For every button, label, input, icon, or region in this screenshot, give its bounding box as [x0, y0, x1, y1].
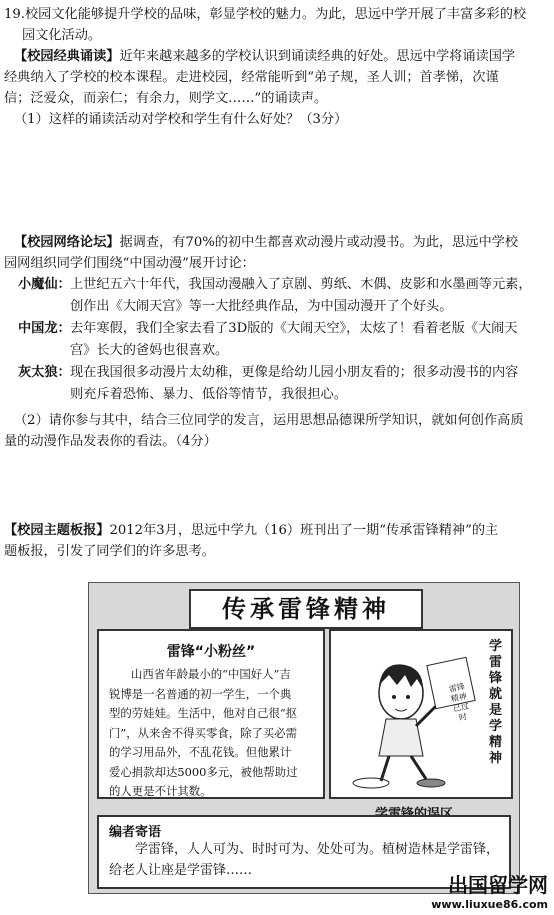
speaker-line-1: 去年寒假，我们全家去看了3D版的《大闹天空》，太炫了！看着老版《大闹天 — [70, 321, 518, 336]
question-2 — [4, 410, 550, 452]
speaker-zhongguolong — [18, 318, 546, 362]
forum-text-2: 园网组织同学们围绕“中国动漫”展开讨论： — [4, 256, 255, 271]
speaker-line-1: 现在我国很多动漫片太幼稚，更像是给幼儿园小朋友看的；很多动漫书的内容 — [70, 365, 519, 380]
board-title: 传承雷锋精神 — [189, 589, 423, 629]
article-line: 的学习用品外，不乱花钱。但他累计 — [109, 745, 292, 759]
classics-text-2: 经典纳入了学校的校本课程。走进校园，经常能听到“弟子规，圣人训；首孝悌，次谨 — [4, 70, 499, 85]
speaker-line-2: 宫》长大的爸妈也很喜欢。 — [70, 343, 229, 358]
article-line: 山西省年龄最小的“中国好人”吉 — [131, 667, 291, 681]
article-body — [109, 665, 315, 802]
classics-section — [4, 46, 550, 130]
classics-text-3: 信；泛爱众，而亲仁；有余力，则学文……”的诵读声。 — [4, 91, 328, 106]
article-title: 雷锋“小粉丝” — [166, 644, 256, 660]
speaker-huitailang — [18, 362, 546, 406]
question-2-line-2: 量的动漫作品发表你的看法。（4分） — [4, 434, 217, 449]
question-2-line-1: （2）请你参与其中，结合三位同学的发言，运用思想品德课所学知识，就如何创作高质 — [14, 413, 524, 428]
speaker-line-1: 上世纪五六十年代，我国动漫融入了京剧、剪纸、木偶、皮影和水墨画等元素， — [70, 277, 532, 292]
editor-line-2: 给老人让座是学雷锋…… — [109, 863, 253, 878]
forum-tag: 【校园网络论坛】 — [14, 235, 120, 250]
article-line: 爱心捐款却达5000多元，被他帮助过 — [109, 764, 298, 779]
article-line: 的人更是不计其数。 — [109, 784, 212, 798]
editor-line-1: 学雷锋，人人可为、时时可为、处处可为。植树造林是学雷锋， — [135, 842, 500, 857]
cartoon-vertical-text: 学雷锋就是学精神 — [489, 639, 503, 766]
speaker-xiaomoxian — [18, 274, 546, 318]
classics-text-1: 近年来越来越多的学校认识到诵读经典的好处。思远中学将诵读国学 — [119, 49, 516, 64]
bulletin-board-image — [88, 582, 520, 894]
question-1: （1）这样的诵读活动对学校和学生有什么好处？（3分） — [14, 112, 348, 127]
site-watermark-logo — [431, 869, 548, 911]
forum-text-1: 据调查，有70%的初中生都喜欢动漫片或动漫书。为此，思远中学校 — [119, 235, 519, 250]
article-line: 门”，从来舍不得买零食，除了买必需 — [109, 725, 298, 740]
speaker-line-2: 则充斥着恐怖、暴力、低俗等情节，我很担心。 — [70, 387, 347, 402]
cartoon-sign-text: 雷锋精神已过时 — [448, 681, 470, 723]
board-text-2: 题板报，引发了同学们的许多思考。 — [4, 544, 215, 559]
question-19-intro — [4, 4, 550, 46]
intro-line-2: 园文化活动。 — [22, 28, 102, 43]
watermark-line-1: 出国留学网 — [448, 873, 548, 897]
speaker-name: 中国龙： — [18, 321, 71, 336]
cartoon-panel — [329, 629, 513, 799]
intro-line-1: 校园文化能够提升学校的品味，彰显学校的魅力。为此，思远中学开展了丰富多彩的校 — [24, 7, 527, 22]
board-section-intro — [4, 520, 550, 562]
speaker-line-2: 创作出《大闹天宫》等一大批经典作品，为中国动漫开了个好头。 — [70, 299, 453, 314]
article-panel — [97, 629, 325, 799]
article-line: 型的劳娃娃。生活中，他对自己很“抠 — [109, 706, 298, 720]
watermark-line-2: www.liuxue86.com — [431, 898, 548, 911]
classics-tag: 【校园经典诵读】 — [14, 49, 120, 64]
question-number: 19. — [4, 7, 25, 22]
article-line: 锐博是一名普通的初一学生，一个典 — [109, 686, 292, 701]
board-tag: 【校园主题板报】 — [4, 523, 110, 538]
forum-section — [4, 232, 550, 274]
cartoon-illustration — [331, 631, 511, 797]
speaker-name: 灰太狼： — [18, 365, 71, 380]
speaker-name: 小魔仙： — [18, 277, 71, 292]
editor-title: 编者寄语 — [109, 825, 162, 840]
board-text-1: 2012年3月，思远中学九（16）班刊出了一期“传承雷锋精神”的主 — [109, 523, 499, 538]
